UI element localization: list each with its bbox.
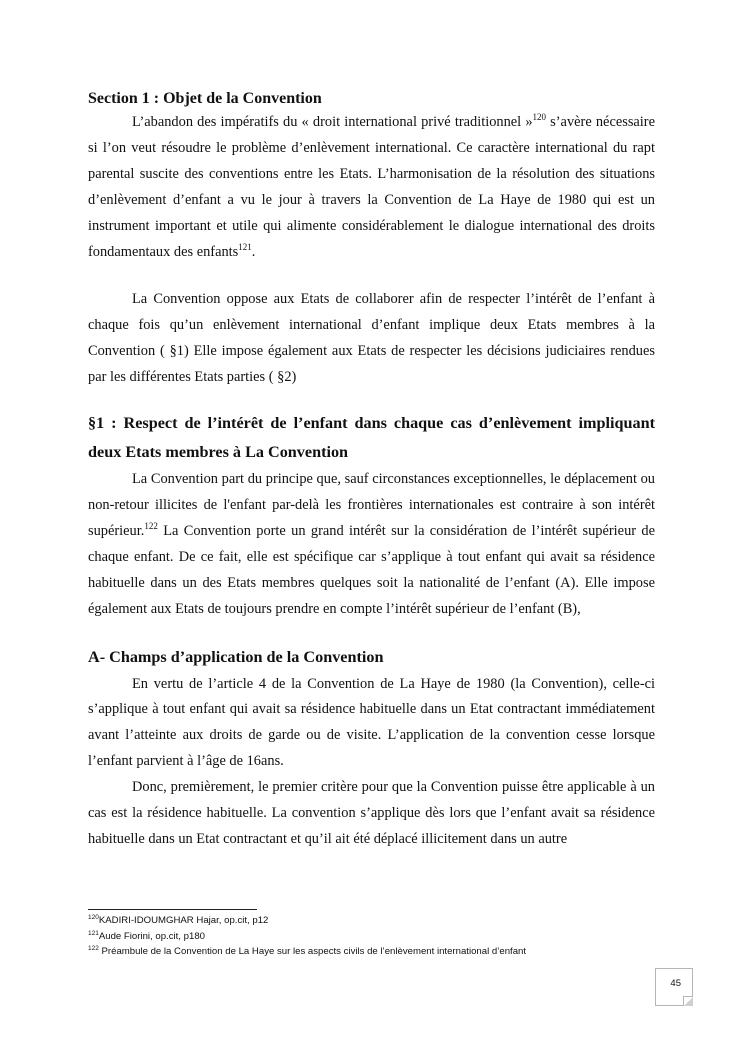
footnote-ref-121: 121 xyxy=(238,241,252,252)
paragraph-3-text-b: La Convention porte un grand intérêt sur la considération de l’intérêt supérieur de chaque enfant. De ce fait, elle est spécifique car s’applique à tout enfant qui avait sa résidence habituelle dans un des Etats membres quelques soit la nationalité de l’enfant (A). Elle impose également aux Etats de toujours prendre en compte l’intérêt supérieur de l’enfant (B), xyxy=(88,522,655,617)
heading-a: A- Champs d’application de la Convention xyxy=(88,647,384,666)
footnote-text: Aude Fiorini, op.cit, p180 xyxy=(98,930,205,942)
paragraph-5: Donc, premièrement, le premier critère pour que la Convention puisse être applicable à un cas est la résidence habituelle. La convention s’applique dès lors que l’enfant avait sa résidence habituelle dans un Etat contractant et qu’il ait été déplacé illicitement dans un autre xyxy=(88,779,655,847)
footnote-121 xyxy=(88,929,688,945)
page-number: 45 xyxy=(670,978,681,989)
paragraph-1 xyxy=(88,110,655,265)
footnotes xyxy=(88,913,688,960)
paragraph-1-text-b: s’avère nécessaire si l’on veut résoudre le problème d’enlèvement international. Ce caractère international du rapt parental suscite des conventions entre les Etats. L’harmonisation de la résolution des situations d’enlèvement d’enfant a vu le jour à travers la Convention de La Haye de 1980 qui est un instrument important et utile qui alimente considérablement le dialogue international des droits fondamentaux des enfants xyxy=(88,114,655,260)
footnote-text: Préambule de la Convention de La Haye sur les aspects civils de l’enlèvement international d’enfant xyxy=(98,946,527,957)
paragraph-2: La Convention oppose aux Etats de collaborer afin de respecter l’intérêt de l’enfant à chaque fois qu’un enlèvement international d’enfant implique deux Etats membres à la Convention ( §1) Elle impose également aux Etats de respecter les décisions judiciaires rendues par les différentes Etats parties ( §2) xyxy=(88,291,655,386)
paragraph-4: En vertu de l’article 4 de la Convention de La Haye de 1980 (la Convention), celle-ci s’applique à tout enfant qui avait sa résidence habituelle dans un Etat contractant immédiatement avant l’atteinte aux droits de garde ou de visite. L’application de la convention cesse lorsque l’enfant parvient à l’âge de 16ans. xyxy=(88,675,655,770)
paragraph-3 xyxy=(88,467,655,622)
section-title: Section 1 : Objet de la Convention xyxy=(88,90,322,107)
footnote-text: KADIRI-IDOUMGHAR Hajar, op.cit, p12 xyxy=(98,915,269,926)
footnote-120 xyxy=(88,913,688,929)
page-body xyxy=(88,88,655,853)
footnote-number: 120 xyxy=(88,914,99,921)
paragraph-1-text-c: . xyxy=(251,243,256,260)
footnote-ref-120: 120 xyxy=(532,112,547,122)
paragraph-3-text-a: La Convention part du principe que, sauf circonstances exceptionnelles, le déplacement ou non-retour illicites de l'enfant par-delà les frontières internationales est contraire à son intérêt supérieur. xyxy=(88,471,655,539)
page-number-box xyxy=(655,968,693,1006)
footnote-122 xyxy=(88,944,688,960)
footnote-ref-122: 122 xyxy=(144,520,158,531)
heading-section-1: §1 : Respect de l’intérêt de l’enfant dans chaque cas d’enlèvement impliquant deux Etats membres à La Convention xyxy=(88,414,655,462)
page-fold-icon xyxy=(683,996,693,1006)
footnote-number: 122 xyxy=(88,945,99,952)
footnote-separator xyxy=(88,909,257,910)
paragraph-1-text-a: L’abandon des impératifs du « droit international privé traditionnel » xyxy=(132,114,533,130)
spacer xyxy=(88,265,655,287)
footnote-number: 121 xyxy=(88,929,99,937)
